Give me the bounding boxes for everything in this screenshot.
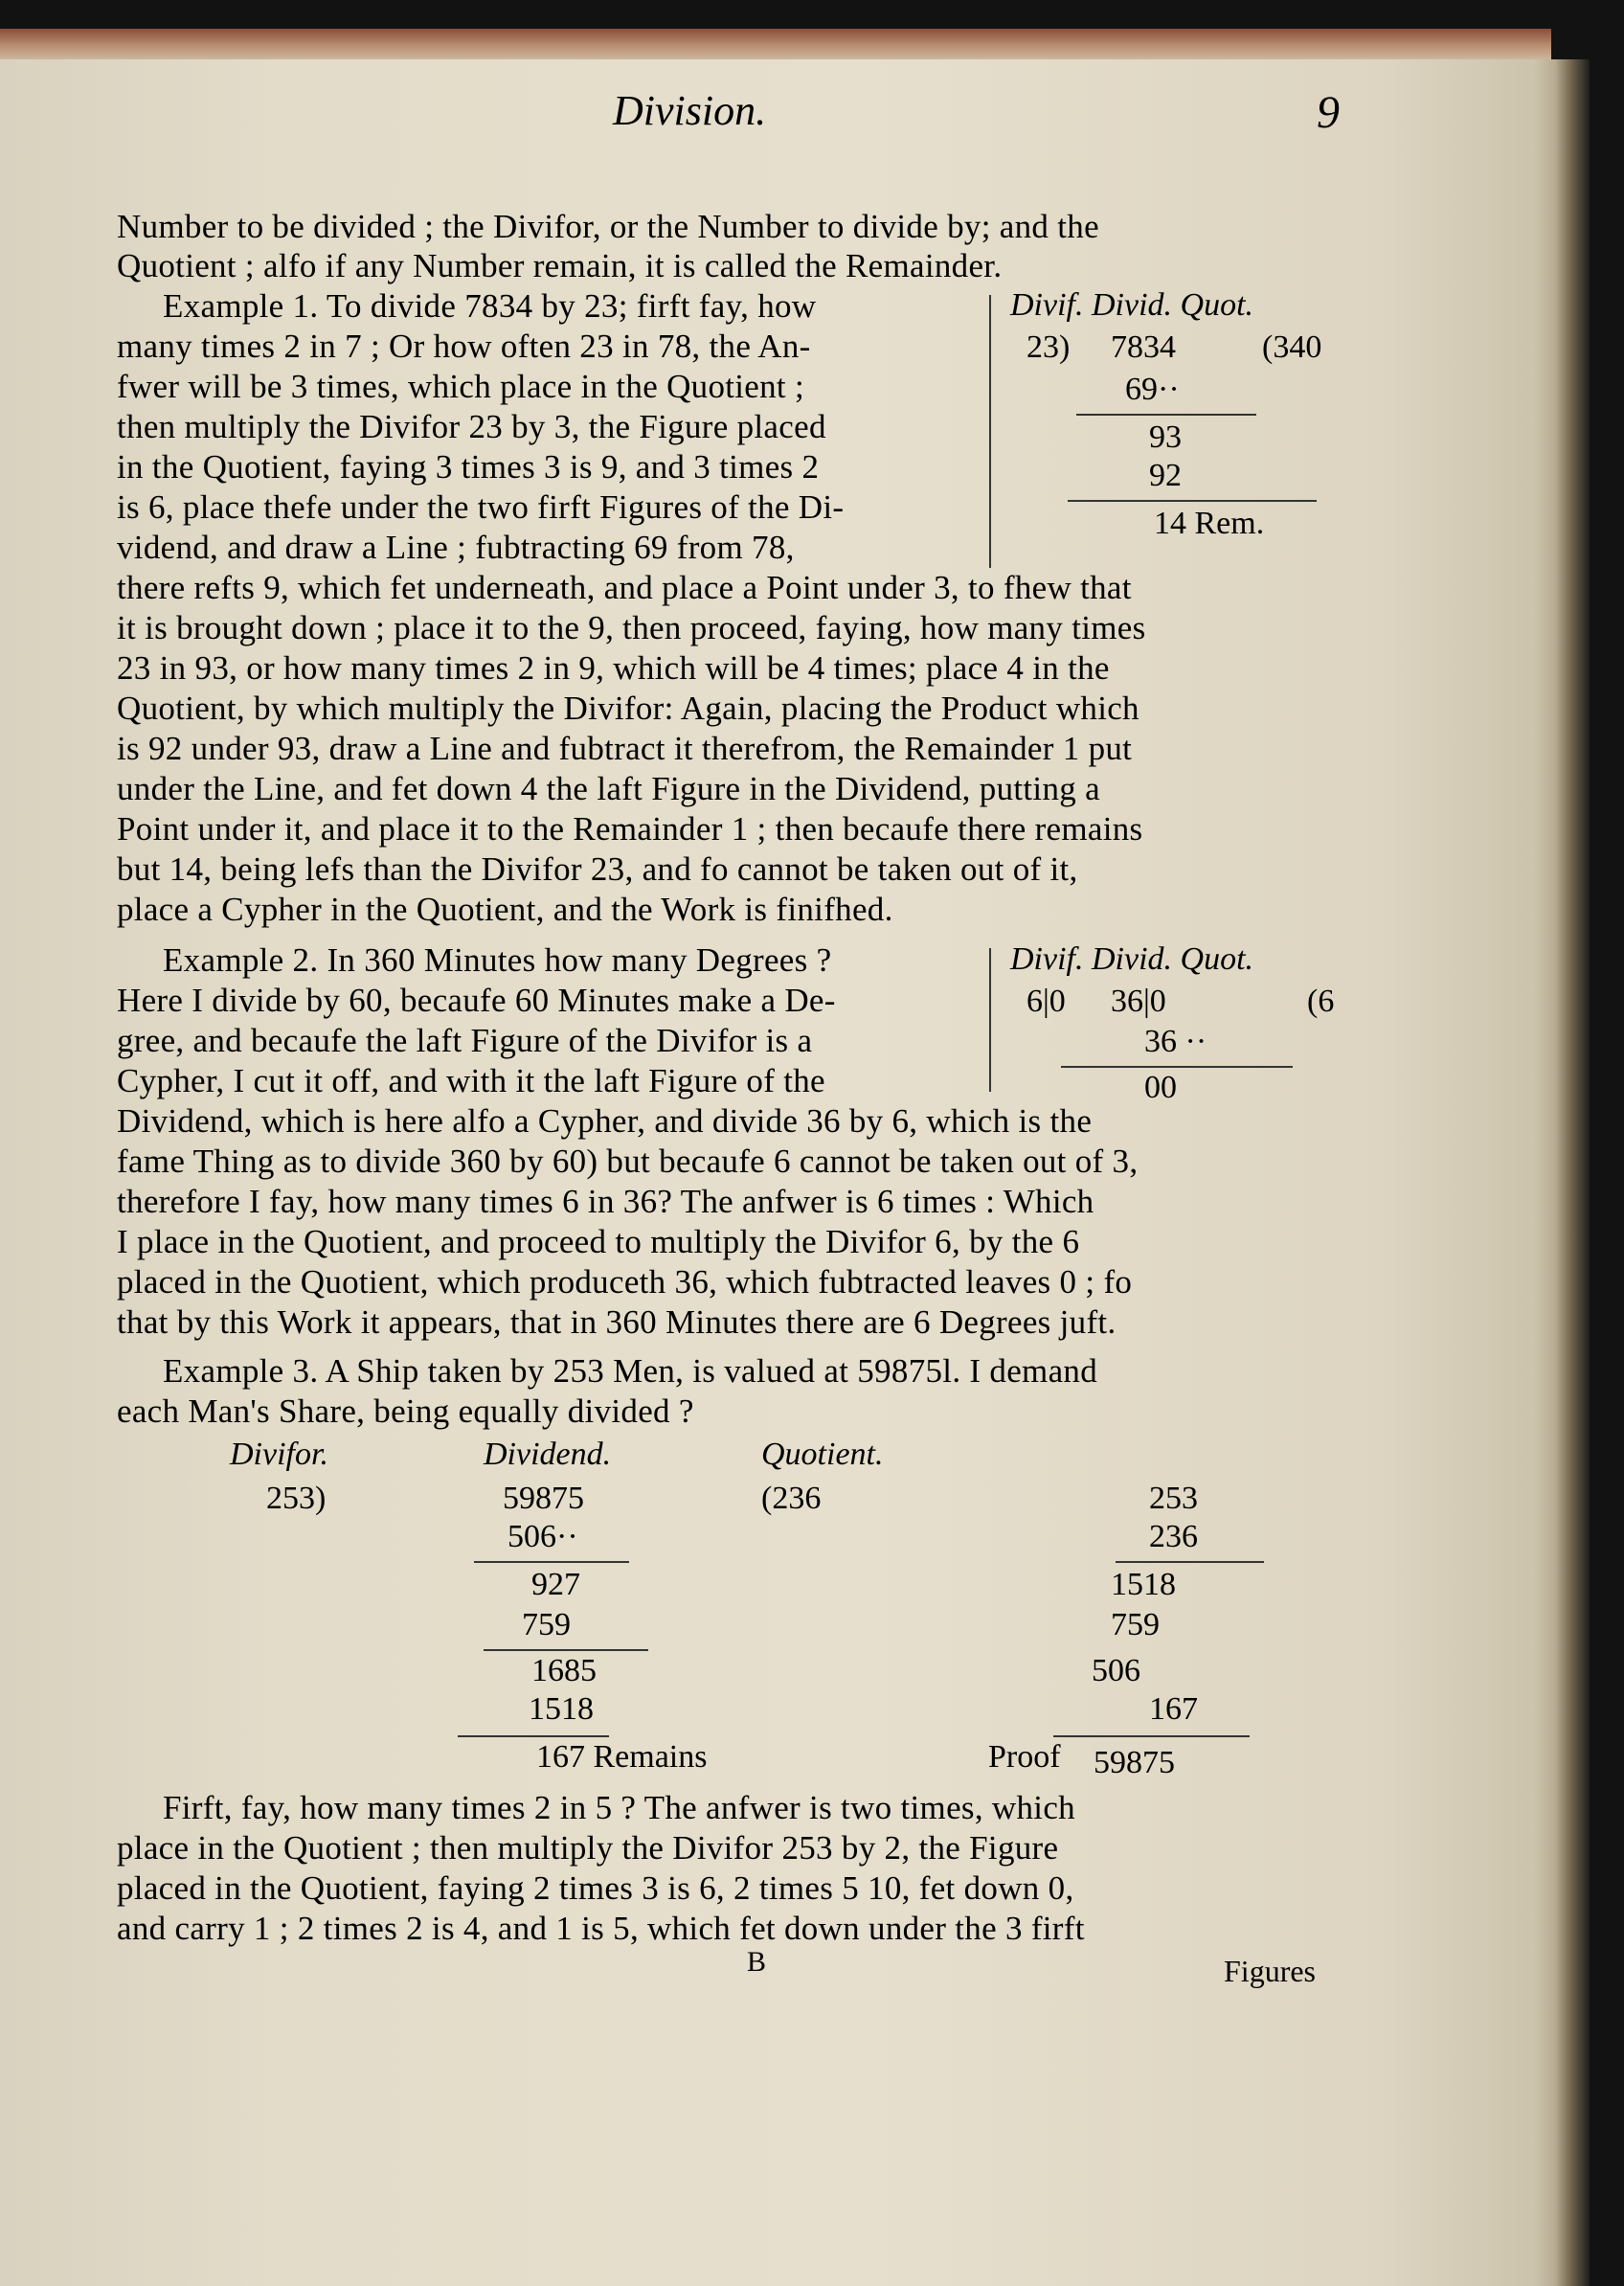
text-line: placed in the Quotient, which produceth 36, which fubtracted leaves 0 ; fo: [117, 1263, 1133, 1301]
proof-line: 236: [1149, 1519, 1198, 1554]
text-line: fame Thing as to divide 360 by 60) but becaufe 6 cannot be taken out of 3,: [117, 1143, 1139, 1180]
remainder: 14 Rem.: [1154, 506, 1265, 541]
running-head: Division.: [613, 87, 767, 134]
subtraction-rule: [484, 1649, 648, 1651]
divisor: 23): [1026, 329, 1071, 365]
label-divisor: Divifor.: [230, 1437, 328, 1472]
text-line: fwer will be 3 times, which place in the Quotient ;: [117, 368, 805, 405]
divisor: 6|0: [1026, 984, 1066, 1019]
text-line: many times 2 in 7 ; Or how often 23 in 78, the An-: [117, 328, 811, 365]
proof-line: 167: [1149, 1691, 1198, 1727]
partial-product: 69··: [1125, 372, 1180, 407]
text-line: 23 in 93, or how many times 2 in 9, which will be 4 times; place 4 in the: [117, 649, 1110, 687]
text-line: Example 2. In 360 Minutes how many Degrees ?: [163, 941, 832, 979]
partial-remainder: 93: [1149, 419, 1182, 455]
catchword: Figures: [1224, 1954, 1316, 1988]
column-divider: [989, 948, 991, 1092]
text-line: it is brought down ; place it to the 9, then proceed, faying, how many times: [117, 609, 1146, 646]
subtraction-rule: [1076, 414, 1256, 416]
text-line: vidend, and draw a Line ; fubtracting 69 from 78,: [117, 529, 795, 566]
text-line: gree, and becaufe the laft Figure of the Divifor is a: [117, 1022, 813, 1059]
multiplication-rule: [1116, 1561, 1264, 1563]
partial-product: 759: [522, 1607, 571, 1642]
text-line: that by this Work it appears, that in 360 Minutes there are 6 Degrees juft.: [117, 1303, 1116, 1341]
partial-product: 1518: [529, 1691, 594, 1727]
subtraction-rule: [1061, 1066, 1293, 1068]
subtraction-rule: [1068, 500, 1317, 502]
text-line: Number to be divided ; the Divifor, or the Number to divide by; and the: [117, 208, 1099, 245]
text-line: Example 3. A Ship taken by 253 Men, is valued at 59875l. I demand: [163, 1352, 1098, 1390]
page-number: 9: [1317, 87, 1340, 138]
text-line: then multiply the Divifor 23 by 3, the Figure placed: [117, 408, 826, 445]
text-line: is 92 under 93, draw a Line and fubtract it therefrom, the Remainder 1 put: [117, 730, 1133, 767]
text-line: Point under it, and place it to the Remainder 1 ; then becaufe there remains: [117, 810, 1143, 848]
text-line: I place in the Quotient, and proceed to multiply the Divifor 6, by the 6: [117, 1223, 1080, 1260]
proof-result: 59875: [1094, 1745, 1175, 1780]
dividend: 59875: [503, 1481, 584, 1516]
label-dividend: Dividend.: [484, 1437, 612, 1472]
proof-line: 759: [1111, 1607, 1160, 1642]
text-line: Example 1. To divide 7834 by 23; firft fay, how: [163, 287, 817, 325]
text-line: each Man's Share, being equally divided ?: [117, 1392, 694, 1430]
text-line: in the Quotient, faying 3 times 3 is 9, and 3 times 2: [117, 448, 820, 486]
proof-line: 506: [1092, 1653, 1140, 1688]
text-line: Quotient, by which multiply the Divifor: Again, placing the Product which: [117, 690, 1139, 727]
partial-remainder: 927: [531, 1567, 580, 1602]
signature-mark: B: [747, 1946, 767, 1978]
text-line: Dividend, which is here alfo a Cypher, and divide 36 by 6, which is the: [117, 1102, 1093, 1140]
remainder: 00: [1144, 1070, 1177, 1105]
partial-product: 92: [1149, 458, 1182, 493]
subtraction-rule: [458, 1735, 609, 1737]
dividend: 36|0: [1111, 984, 1166, 1019]
partial-product: 36 ··: [1144, 1024, 1207, 1059]
text-line: Firft, fay, how many times 2 in 5 ? The anfwer is two times, which: [163, 1789, 1075, 1826]
division-header: Divif. Divid. Quot.: [1010, 941, 1254, 977]
text-line: therefore I fay, how many times 6 in 36? The anfwer is 6 times : Which: [117, 1183, 1094, 1220]
text-line: Quotient ; alfo if any Number remain, it is called the Remainder.: [117, 247, 1003, 284]
text-line: place a Cypher in the Quotient, and the Work is finifhed.: [117, 891, 893, 928]
text-line: placed in the Quotient, faying 2 times 3 is 6, 2 times 5 10, fet down 0,: [117, 1869, 1074, 1907]
text-line: and carry 1 ; 2 times 2 is 4, and 1 is 5, which fet down under the 3 firft: [117, 1910, 1085, 1947]
text-line: but 14, being lefs than the Divifor 23, and fo cannot be taken out of it,: [117, 850, 1078, 888]
quotient: (340: [1262, 329, 1322, 365]
column-divider: [989, 295, 991, 568]
proof-label: Proof: [988, 1739, 1061, 1775]
label-quotient: Quotient.: [761, 1437, 884, 1472]
book-fore-edge: [1532, 59, 1590, 2286]
divisor: 253): [266, 1481, 327, 1516]
text-line: Cypher, I cut it off, and with it the laft Figure of the: [117, 1062, 825, 1099]
text-line: place in the Quotient ; then multiply the Divifor 253 by 2, the Figure: [117, 1829, 1059, 1867]
quotient: (6: [1307, 984, 1335, 1019]
partial-remainder: 1685: [531, 1653, 597, 1688]
addition-rule: [1053, 1735, 1250, 1737]
dividend: 7834: [1111, 329, 1176, 365]
text-line: under the Line, and fet down 4 the laft Figure in the Dividend, putting a: [117, 770, 1100, 807]
proof-line: 1518: [1111, 1567, 1176, 1602]
partial-product: 506··: [508, 1519, 578, 1554]
text-line: there refts 9, which fet underneath, and place a Point under 3, to fhew that: [117, 569, 1132, 606]
remainder: 167 Remains: [536, 1739, 708, 1775]
text-line: is 6, place thefe under the two firft Figures of the Di-: [117, 488, 845, 526]
quotient: (236: [761, 1481, 822, 1516]
division-header: Divif. Divid. Quot.: [1010, 287, 1254, 323]
subtraction-rule: [474, 1561, 629, 1563]
text-line: Here I divide by 60, becaufe 60 Minutes make a De-: [117, 982, 836, 1019]
proof-line: 253: [1149, 1481, 1198, 1516]
